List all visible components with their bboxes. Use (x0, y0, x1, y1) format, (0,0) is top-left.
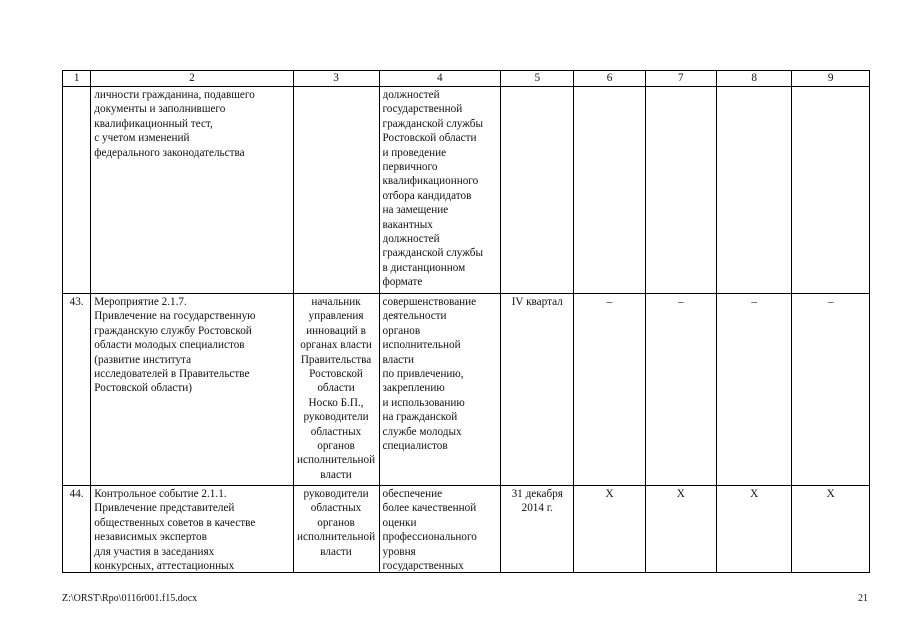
cell-text-line: и использованию (382, 396, 465, 409)
cell-text-line: формате (382, 276, 423, 289)
cell-text-line: Контрольное событие 2.1.1. (94, 488, 227, 500)
cell-text-line: конкурсных, аттестационных (94, 560, 235, 571)
cell-text-line: квалификационный тест, (94, 117, 213, 130)
cell-text-line: по привлечению, (382, 368, 464, 381)
cell-text-line: исполнительной (297, 531, 376, 544)
value-cell: Х (792, 486, 870, 573)
cell-text-line: исполнительной (297, 454, 376, 467)
cell-text-line: и проведение (382, 146, 447, 159)
deadline-cell (501, 87, 574, 294)
header-cell: 4 (379, 71, 501, 87)
cell-text-line: гражданской службы (382, 117, 484, 130)
cell-text-line: Мероприятие 2.1.7. (94, 296, 187, 308)
cell-text-line: органов (317, 516, 355, 529)
cell-text-line: отбора кандидатов (382, 189, 472, 202)
cell-text-line: исполнительной (382, 339, 461, 352)
cell-text-line: первичного (382, 161, 438, 174)
cell-text-line: в дистанционном (382, 261, 466, 274)
cell-text-line: квалификационного (382, 175, 479, 188)
cell-text-line: государственной (382, 103, 463, 116)
cell-text-line: специалистов (382, 440, 448, 453)
value-cell (792, 87, 870, 294)
cell-text-line: независимых экспертов (94, 531, 207, 544)
value-cell: – (645, 294, 716, 486)
cell-text-line: власти (382, 353, 415, 366)
table-row (63, 294, 870, 486)
value-cell: – (574, 294, 645, 486)
row-number: 44. (63, 486, 91, 573)
cell-text-line: руководители (303, 488, 369, 500)
cell-text-line: начальник (311, 296, 361, 308)
measure-cell (91, 87, 293, 294)
deadline-cell (501, 294, 574, 486)
cell-text-line: профессионального (382, 531, 477, 544)
deadline-cell (501, 486, 574, 573)
cell-text-line: (развитие института (94, 353, 192, 366)
responsible-cell (293, 294, 379, 486)
cell-text-line: должностей (382, 233, 440, 246)
row-number (63, 87, 91, 294)
cell-text-line: личности гражданина, подавшего (94, 89, 255, 101)
cell-text-line: обеспечение (382, 488, 443, 500)
cell-text-line: закреплению (382, 382, 445, 395)
cell-text-line: руководители (303, 411, 369, 424)
cell-text-line: Ростовской (309, 368, 363, 381)
header-row (63, 71, 870, 87)
cell-text-line: более качественной (382, 502, 477, 515)
cell-text-line: органах власти (300, 339, 372, 352)
cell-text-line: совершенствование (382, 296, 477, 308)
measure-cell (91, 486, 293, 573)
cell-text-line: IV квартал (511, 296, 563, 308)
cell-text-line: органов (317, 440, 355, 453)
cell-text-line: Правительства (300, 353, 372, 366)
cell-text-line: 31 декабря (511, 488, 563, 500)
cell-text-line: исследователей в Правительстве (94, 368, 250, 381)
cell-text-line: оценки (382, 516, 417, 529)
cell-text-line: с учетом изменений (94, 132, 190, 145)
header-cell: 5 (501, 71, 574, 87)
plan-table (62, 70, 870, 573)
cell-text-line: гражданскую службу Ростовской (94, 324, 252, 337)
cell-text-line: уровня (382, 545, 416, 558)
row-number: 43. (63, 294, 91, 486)
value-cell: – (716, 294, 791, 486)
result-cell (379, 87, 501, 294)
value-cell: – (792, 294, 870, 486)
table-row (63, 87, 870, 294)
value-cell (645, 87, 716, 294)
header-cell: 8 (716, 71, 791, 87)
cell-text-line: областных (310, 425, 362, 438)
value-cell: Х (645, 486, 716, 573)
cell-text-line: Привлечение на государственную (94, 310, 256, 323)
cell-text-line: Ростовской области) (94, 382, 192, 395)
measure-cell (91, 294, 293, 486)
cell-text-line: должностей (382, 89, 440, 101)
responsible-cell (293, 87, 379, 294)
value-cell: Х (574, 486, 645, 573)
cell-text-line: 2014 г. (521, 502, 553, 515)
header-cell: 6 (574, 71, 645, 87)
cell-text-line: федерального законодательства (94, 146, 245, 159)
cell-text-line: области молодых специалистов (94, 339, 245, 352)
cell-text-line: области (317, 382, 355, 395)
cell-text-line: общественных советов в качестве (94, 516, 256, 529)
responsible-cell (293, 486, 379, 573)
cell-text-line: Ростовской области (382, 132, 477, 145)
value-cell: Х (716, 486, 791, 573)
value-cell (716, 87, 791, 294)
table-row (63, 486, 870, 573)
cell-text-line: инноваций в (306, 324, 366, 337)
cell-text-line: власти (320, 545, 352, 558)
cell-text-line: на гражданской (382, 411, 458, 424)
file-path: Z:\ORST\Rpo\0116r001.f15.docx (62, 593, 198, 604)
header-cell: 7 (645, 71, 716, 87)
cell-text-line: для участия в заседаниях (94, 545, 215, 558)
cell-text-line: государственных (382, 560, 464, 571)
header-cell: 2 (91, 71, 293, 87)
cell-text-line: на замещение (382, 204, 449, 217)
page-number: 21 (858, 593, 868, 604)
result-cell (379, 294, 501, 486)
cell-text-line: службе молодых (382, 425, 462, 438)
cell-text-line: управления (308, 310, 364, 323)
cell-text-line: областных (310, 502, 362, 515)
header-cell: 3 (293, 71, 379, 87)
cell-text-line: гражданской службы (382, 247, 484, 260)
value-cell (574, 87, 645, 294)
cell-text-line: вакантных (382, 218, 433, 231)
result-cell (379, 486, 501, 573)
cell-text-line: Носко Б.П., (308, 396, 364, 409)
cell-text-line: Привлечение представителей (94, 502, 235, 515)
cell-text-line: власти (320, 468, 352, 481)
cell-text-line: органов (382, 324, 421, 337)
cell-text-line: документы и заполнившего (94, 103, 226, 116)
header-cell: 1 (63, 71, 91, 87)
cell-text-line: деятельности (382, 310, 447, 323)
header-cell: 9 (792, 71, 870, 87)
